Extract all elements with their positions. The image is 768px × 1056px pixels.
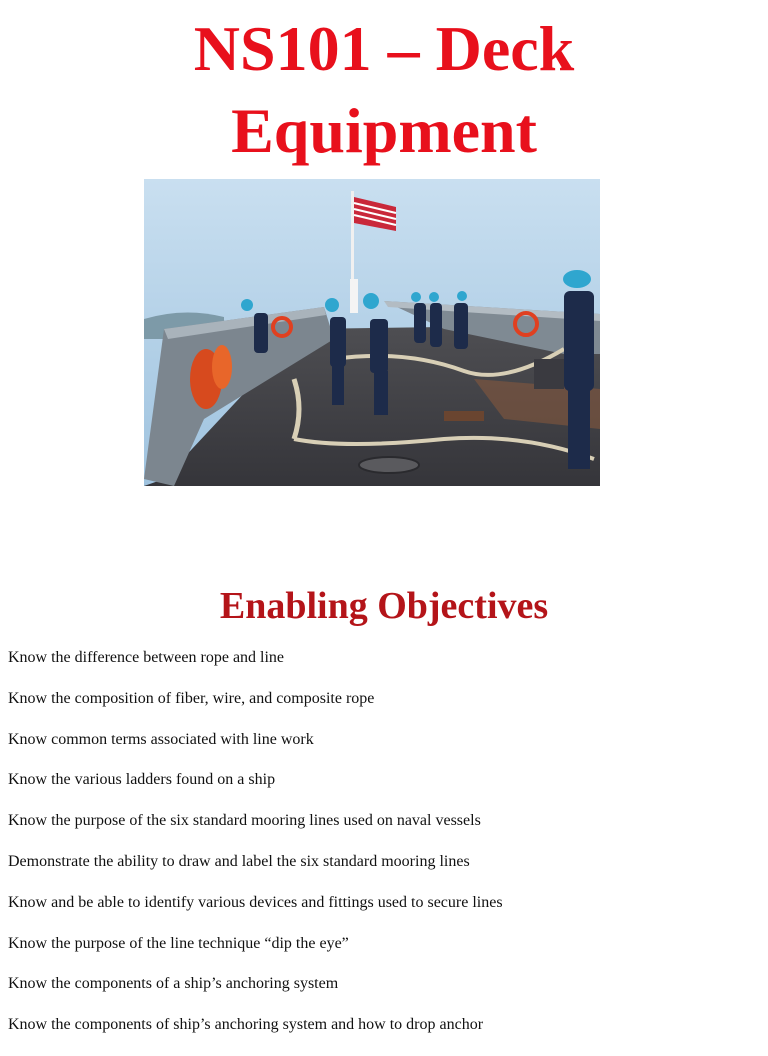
objectives-list [8,648,503,1056]
ship-deck-photo [144,179,600,486]
title-line-1: NS101 – Deck [193,13,575,84]
list-item: Know the components of ship’s anchoring system and how to drop anchor [8,1016,484,1034]
list-item: Know the various ladders found on a ship [8,771,276,789]
title-line-2: Equipment [231,95,537,166]
list-item: Know the purpose of the six standard mooring lines used on naval vessels [8,812,481,830]
list-item: Demonstrate the ability to draw and label the six standard mooring lines [8,852,470,870]
list-item: Know common terms associated with line work [8,730,314,748]
section-heading: Enabling Objectives [219,585,549,627]
list-item: Know the components of a ship’s anchoring system [8,975,339,993]
list-item: Know the difference between rope and line [8,649,285,666]
list-item: Know and be able to identify various devices and fittings used to secure lines [8,893,503,911]
list-item: Know the purpose of the line technique “dip the eye” [8,934,349,952]
list-item: Know the composition of fiber, wire, and composite rope [8,689,375,707]
page-title [0,8,768,172]
